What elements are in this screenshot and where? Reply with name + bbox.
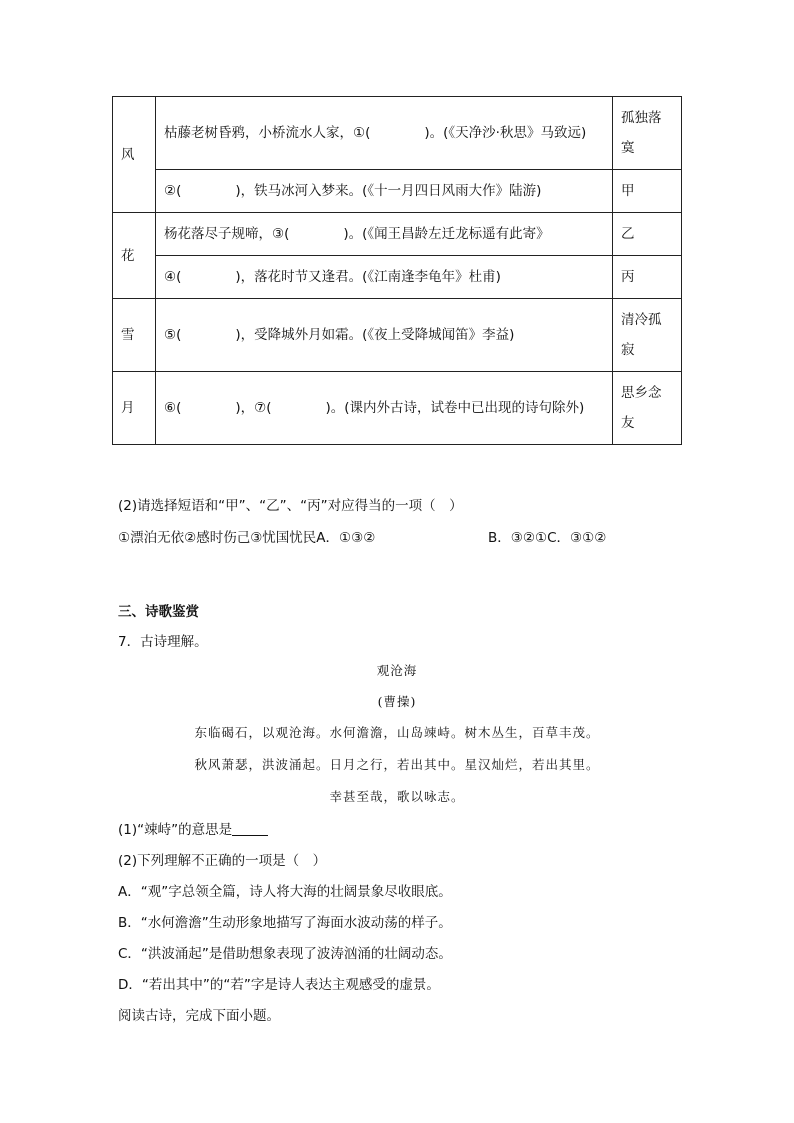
verse-cell: ⑤( )，受降城外月如霜。(《夜上受降城闻笛》李益) xyxy=(156,299,613,372)
option-d: D．“若出其中”的“若”字是诗人表达主观感受的虚景。 xyxy=(118,977,440,993)
poem-title: 观沧海 xyxy=(376,663,418,678)
question-2-stem: (2)请选择短语和“甲”、“乙”、“丙”对应得当的一项（ ） xyxy=(118,498,463,514)
mood-cell: 丙 xyxy=(613,256,682,299)
table-row xyxy=(113,256,682,299)
theme-cell: 风 xyxy=(113,97,156,213)
poem-line-2: 秋风萧瑟，洪波涌起。日月之行，若出其中。星汉灿烂，若出其里。 xyxy=(194,757,600,772)
question-7-sub-1 xyxy=(118,818,268,838)
question-7-sub-2: (2)下列理解不正确的一项是（ ） xyxy=(118,853,327,869)
mood-cell: 孤独落寞 xyxy=(613,97,682,170)
option-a: A．“观”字总领全篇，诗人将大海的壮阔景象尽收眼底。 xyxy=(118,884,452,900)
mood-cell: 清冷孤寂 xyxy=(613,299,682,372)
verse-cell: 杨花落尽子规啼，③( )。(《闻王昌龄左迁龙标遥有此寄》 xyxy=(156,213,613,256)
mood-cell: 乙 xyxy=(613,213,682,256)
table-row xyxy=(113,372,682,445)
table-row xyxy=(113,213,682,256)
verse-cell: 枯藤老树昏鸦，小桥流水人家，①( )。(《天净沙·秋思》马致远) xyxy=(156,97,613,170)
question-2-options-right: B．③②①C．③①② xyxy=(488,530,607,546)
section-3-title: 三、诗歌鉴赏 xyxy=(118,604,199,620)
theme-cell: 月 xyxy=(113,372,156,445)
option-c: C．“洪波涌起”是借助想象表现了波涛汹涌的壮阔动态。 xyxy=(118,946,452,962)
table-row xyxy=(113,97,682,170)
table-row xyxy=(113,299,682,372)
question-7-heading: 7．古诗理解。 xyxy=(118,634,208,650)
mood-cell: 甲 xyxy=(613,170,682,213)
theme-cell: 雪 xyxy=(113,299,156,372)
question-2-options-left: ①漂泊无依②感时伤己③忧国忧民A．①③② xyxy=(118,530,376,546)
answer-blank[interactable] xyxy=(232,823,268,836)
sub-1-text: (1)“竦峙”的意思是 xyxy=(118,822,233,838)
reading-instruction: 阅读古诗，完成下面小题。 xyxy=(118,1008,280,1024)
poem-author: (曹操) xyxy=(377,694,417,709)
verse-cell: ④( )，落花时节又逢君。(《江南逢李龟年》杜甫) xyxy=(156,256,613,299)
theme-cell: 花 xyxy=(113,213,156,299)
poem-theme-table xyxy=(112,96,682,445)
option-b: B．“水何澹澹”生动形象地描写了海面水波动荡的样子。 xyxy=(118,915,452,931)
verse-cell: ⑥( )，⑦( )。(课内外古诗，试卷中已出现的诗句除外) xyxy=(156,372,613,445)
verse-cell: ②( )，铁马冰河入梦来。(《十一月四日风雨大作》陆游) xyxy=(156,170,613,213)
mood-cell: 思乡念友 xyxy=(613,372,682,445)
poem-line-1: 东临碣石，以观沧海。水何澹澹，山岛竦峙。树木丛生，百草丰茂。 xyxy=(194,725,600,740)
table-row xyxy=(113,170,682,213)
poem-line-3: 幸甚至哉，歌以咏志。 xyxy=(329,789,465,804)
